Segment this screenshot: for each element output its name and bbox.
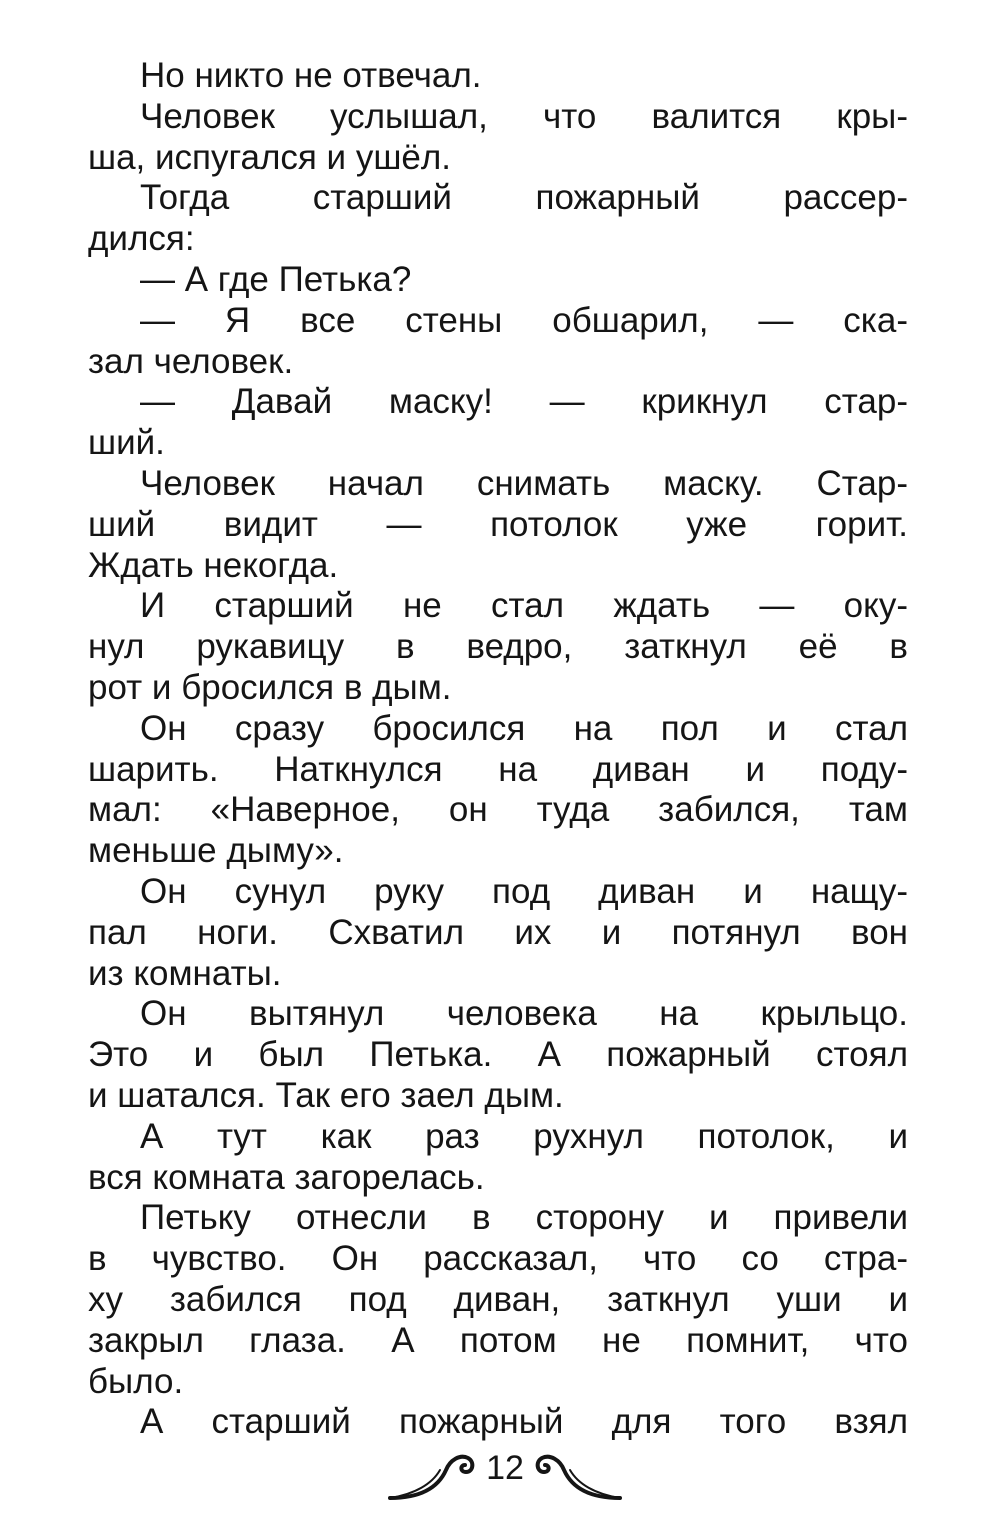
text-line: и шатался. Так его заел дым. [88,1075,564,1115]
text-line: закрыл глаза. А потом не помнит, что [88,1320,908,1360]
text-line: — Я все стены обшарил, — ска- [140,300,908,340]
text-line: Но никто не отвечал. [140,56,482,95]
page-footer [380,1440,630,1510]
paragraph [88,709,908,872]
paragraph [88,260,908,301]
text-line: было. [88,1361,184,1401]
text-line: меньше дыму». [88,831,344,871]
page-number: 12 [486,1449,524,1487]
text-line: вся комната загорелась. [88,1157,485,1197]
paragraph [88,586,908,708]
text-line: Петьку отнесли в сторону и привели [140,1198,908,1238]
text-line: ша, испугался и ушёл. [88,137,452,177]
text-line: дился: [88,219,195,259]
paragraph [88,97,908,179]
text-line: Ждать некогда. [88,545,339,585]
paragraph [88,382,908,464]
text-line: мал: «Наверное, он туда забился, там [88,790,908,830]
page-text [88,56,908,1443]
text-line: Человек начал снимать маску. Стар- [140,463,908,503]
paragraph [88,301,908,383]
text-line: шарить. Наткнулся на диван и поду- [88,749,908,789]
text-line: в чувство. Он рассказал, что со стра- [88,1239,908,1279]
text-line: — Давай маску! — крикнул стар- [140,382,908,422]
paragraph [88,464,908,586]
paragraph [88,1402,908,1443]
text-line: ху забился под диван, заткнул уши и [88,1279,908,1319]
text-line: И старший не стал ждать — оку- [140,586,908,626]
paragraph [88,994,908,1116]
text-line: ший. [88,423,165,463]
text-line: зал человек. [88,341,294,381]
text-line: ший видит — потолок уже горит. [88,504,908,544]
text-line: Человек услышал, что валится кры- [140,96,908,136]
text-line: из комнаты. [88,953,282,993]
paragraph [88,1117,908,1199]
paragraph [88,178,908,260]
text-line: А старший пожарный для того взял [140,1402,908,1442]
text-line: Он сразу бросился на пол и стал [140,708,908,748]
text-line: нул рукавицу в ведро, заткнул её в [88,627,908,667]
text-line: рот и бросился в дым. [88,667,452,707]
text-line: пал ноги. Схватил их и потянул вон [88,912,908,952]
text-line: А тут как раз рухнул потолок, и [140,1116,908,1156]
text-line: — А где Петька? [140,259,412,299]
paragraph [88,1198,908,1402]
paragraph [88,56,908,97]
text-line: Он сунул руку под диван и нащу- [140,871,908,911]
text-line: Тогда старший пожарный рассер- [140,178,908,218]
text-line: Он вытянул человека на крыльцо. [140,994,908,1034]
text-line: Это и был Петька. А пожарный стоял [88,1035,908,1075]
paragraph [88,872,908,994]
